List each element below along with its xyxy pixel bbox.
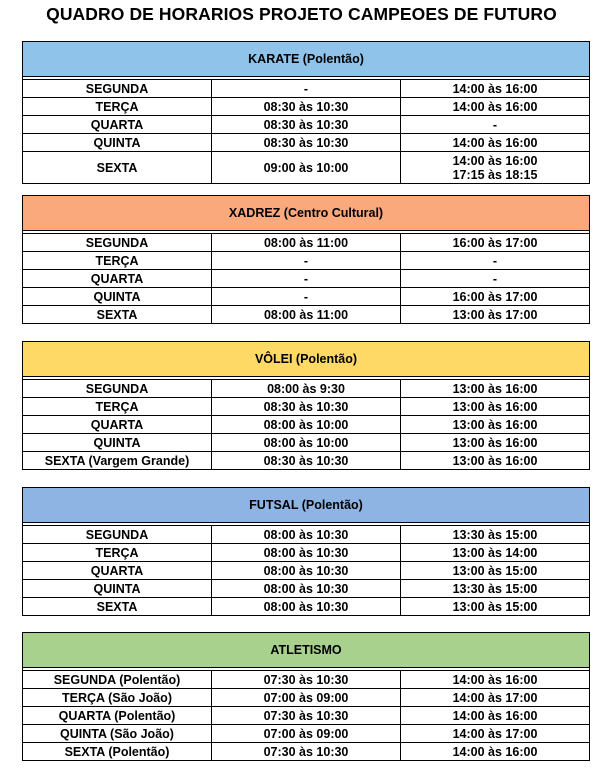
morning-cell: 08:30 às 10:30	[212, 116, 401, 134]
morning-cell: 08:00 às 10:30	[212, 580, 401, 598]
table-row	[23, 526, 590, 544]
day-cell: SEGUNDA (Polentão)	[23, 671, 212, 689]
schedule-table	[22, 195, 590, 324]
morning-cell: 08:00 às 11:00	[212, 306, 401, 324]
schedule-table	[22, 41, 590, 184]
day-cell: SEXTA	[23, 152, 212, 184]
day-cell: QUINTA	[23, 288, 212, 306]
afternoon-cell	[401, 380, 590, 398]
afternoon-cell	[401, 398, 590, 416]
morning-cell: 07:00 às 09:00	[212, 725, 401, 743]
afternoon-cell	[401, 725, 590, 743]
day-cell: QUARTA	[23, 416, 212, 434]
day-cell: TERÇA	[23, 98, 212, 116]
morning-cell: 08:00 às 10:30	[212, 562, 401, 580]
day-cell: SEGUNDA	[23, 380, 212, 398]
day-cell: TERÇA	[23, 398, 212, 416]
afternoon-time: 17:15 às 18:15	[452, 167, 538, 182]
section-header: ATLETISMO	[23, 633, 590, 668]
afternoon-cell	[401, 152, 590, 184]
day-cell: SEXTA	[23, 598, 212, 616]
afternoon-cell	[401, 288, 590, 306]
schedule-table	[22, 632, 590, 761]
schedule-table	[22, 341, 590, 470]
afternoon-cell	[401, 234, 590, 252]
afternoon-cell	[401, 544, 590, 562]
table-row	[23, 689, 590, 707]
morning-cell: -	[212, 288, 401, 306]
afternoon-time: 14:00 às 16:00	[452, 135, 538, 150]
day-cell: QUARTA (Polentão)	[23, 707, 212, 725]
afternoon-time: 13:00 às 16:00	[452, 381, 538, 396]
afternoon-cell	[401, 562, 590, 580]
afternoon-cell	[401, 252, 590, 270]
morning-cell: -	[212, 252, 401, 270]
afternoon-cell	[401, 743, 590, 761]
afternoon-time: -	[492, 117, 498, 132]
table-row	[23, 252, 590, 270]
afternoon-time: 13:00 às 15:00	[452, 563, 538, 578]
afternoon-cell	[401, 452, 590, 470]
table-row	[23, 98, 590, 116]
table-row	[23, 598, 590, 616]
table-row	[23, 452, 590, 470]
morning-cell: 08:00 às 10:30	[212, 598, 401, 616]
schedule-table	[22, 487, 590, 616]
afternoon-time: 14:00 às 16:00	[452, 744, 538, 759]
day-cell: TERÇA (São João)	[23, 689, 212, 707]
table-row	[23, 544, 590, 562]
day-cell: SEGUNDA	[23, 526, 212, 544]
morning-cell: 08:00 às 9:30	[212, 380, 401, 398]
afternoon-cell	[401, 80, 590, 98]
afternoon-time: 14:00 às 16:00	[452, 81, 538, 96]
table-row	[23, 671, 590, 689]
day-cell: QUINTA (São João)	[23, 725, 212, 743]
section-header: KARATE (Polentão)	[23, 42, 590, 77]
table-row	[23, 380, 590, 398]
afternoon-time: -	[492, 253, 498, 268]
afternoon-time: 16:00 às 17:00	[452, 235, 538, 250]
afternoon-time: 16:00 às 17:00	[452, 289, 538, 304]
morning-cell: 09:00 às 10:00	[212, 152, 401, 184]
afternoon-cell	[401, 434, 590, 452]
morning-cell: 08:30 às 10:30	[212, 134, 401, 152]
table-row	[23, 288, 590, 306]
afternoon-time: 13:00 às 16:00	[452, 435, 538, 450]
afternoon-time: 14:00 às 16:00	[452, 153, 538, 168]
afternoon-time: 14:00 às 16:00	[452, 672, 538, 687]
morning-cell: 07:30 às 10:30	[212, 743, 401, 761]
afternoon-cell	[401, 306, 590, 324]
afternoon-time: 13:00 às 14:00	[452, 545, 538, 560]
afternoon-cell	[401, 270, 590, 288]
day-cell: SEXTA (Polentão)	[23, 743, 212, 761]
morning-cell: 08:00 às 10:00	[212, 416, 401, 434]
table-row	[23, 707, 590, 725]
day-cell: SEXTA	[23, 306, 212, 324]
afternoon-cell	[401, 98, 590, 116]
day-cell: QUARTA	[23, 562, 212, 580]
section-header: XADREZ (Centro Cultural)	[23, 196, 590, 231]
day-cell: TERÇA	[23, 544, 212, 562]
afternoon-cell	[401, 707, 590, 725]
morning-cell: 08:30 às 10:30	[212, 452, 401, 470]
afternoon-time: 14:00 às 17:00	[452, 690, 538, 705]
afternoon-time: 14:00 às 16:00	[452, 99, 538, 114]
day-cell: QUINTA	[23, 134, 212, 152]
table-row	[23, 116, 590, 134]
afternoon-cell	[401, 416, 590, 434]
table-row	[23, 80, 590, 98]
afternoon-cell	[401, 526, 590, 544]
morning-cell: 08:00 às 11:00	[212, 234, 401, 252]
morning-cell: 08:00 às 10:30	[212, 544, 401, 562]
afternoon-time: 13:00 às 16:00	[452, 399, 538, 414]
morning-cell: 08:00 às 10:00	[212, 434, 401, 452]
table-row	[23, 152, 590, 184]
morning-cell: -	[212, 80, 401, 98]
morning-cell: 07:30 às 10:30	[212, 707, 401, 725]
morning-cell: -	[212, 270, 401, 288]
day-cell: QUARTA	[23, 270, 212, 288]
table-row	[23, 234, 590, 252]
morning-cell: 07:00 às 09:00	[212, 689, 401, 707]
day-cell: QUINTA	[23, 580, 212, 598]
afternoon-time: 13:30 às 15:00	[452, 527, 538, 542]
afternoon-time: 13:00 às 16:00	[452, 453, 538, 468]
morning-cell: 08:00 às 10:30	[212, 526, 401, 544]
section-header: FUTSAL (Polentão)	[23, 488, 590, 523]
afternoon-cell	[401, 689, 590, 707]
day-cell: SEXTA (Vargem Grande)	[23, 452, 212, 470]
table-row	[23, 743, 590, 761]
section-header: VÔLEI (Polentão)	[23, 342, 590, 377]
table-row	[23, 270, 590, 288]
afternoon-time: 14:00 às 16:00	[452, 708, 538, 723]
table-row	[23, 725, 590, 743]
afternoon-time: 13:00 às 16:00	[452, 417, 538, 432]
table-row	[23, 562, 590, 580]
day-cell: SEGUNDA	[23, 80, 212, 98]
afternoon-cell	[401, 598, 590, 616]
afternoon-time: 13:00 às 17:00	[452, 307, 538, 322]
table-row	[23, 434, 590, 452]
afternoon-cell	[401, 116, 590, 134]
day-cell: SEGUNDA	[23, 234, 212, 252]
afternoon-cell	[401, 580, 590, 598]
afternoon-cell	[401, 134, 590, 152]
table-row	[23, 134, 590, 152]
morning-cell: 08:30 às 10:30	[212, 398, 401, 416]
day-cell: TERÇA	[23, 252, 212, 270]
table-row	[23, 416, 590, 434]
afternoon-time: 14:00 às 17:00	[452, 726, 538, 741]
morning-cell: 08:30 às 10:30	[212, 98, 401, 116]
page-title: QUADRO DE HORARIOS PROJETO CAMPEOES DE FUTURO	[46, 4, 557, 24]
morning-cell: 07:30 às 10:30	[212, 671, 401, 689]
table-row	[23, 580, 590, 598]
table-row	[23, 398, 590, 416]
afternoon-time: -	[492, 271, 498, 286]
afternoon-time: 13:00 às 15:00	[452, 599, 538, 614]
day-cell: QUARTA	[23, 116, 212, 134]
day-cell: QUINTA	[23, 434, 212, 452]
afternoon-time: 13:30 às 15:00	[452, 581, 538, 596]
table-row	[23, 306, 590, 324]
afternoon-cell	[401, 671, 590, 689]
